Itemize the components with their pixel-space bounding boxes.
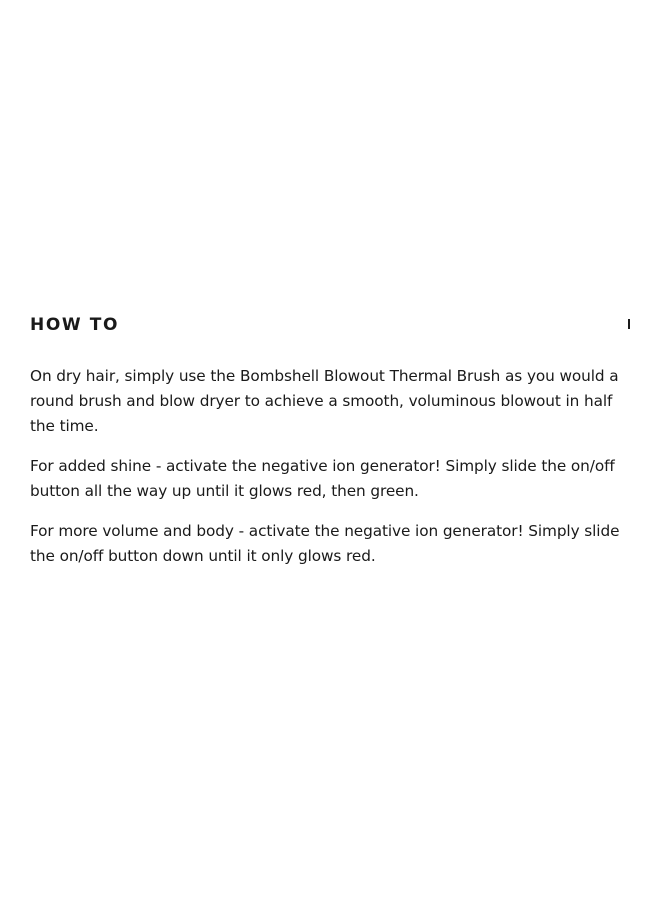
how-to-content [30,364,630,569]
instruction-paragraph-3: For more volume and body - activate the negative ion generator! Simply slide the on/off button down until it only glows red. [30,522,620,565]
collapse-toggle-icon[interactable] [628,319,630,329]
instruction-paragraph-1: On dry hair, simply use the Bombshell Blowout Thermal Brush as you would a round brush and blow dryer to achieve a smooth, voluminous blowout in half the time. [30,367,619,435]
how-to-header[interactable] [30,312,630,342]
section-title: HOW TO [30,315,119,335]
how-to-panel [30,312,630,584]
instruction-paragraph-2: For added shine - activate the negative ion generator! Simply slide the on/off button all the way up until it glows red, then green. [30,457,615,500]
